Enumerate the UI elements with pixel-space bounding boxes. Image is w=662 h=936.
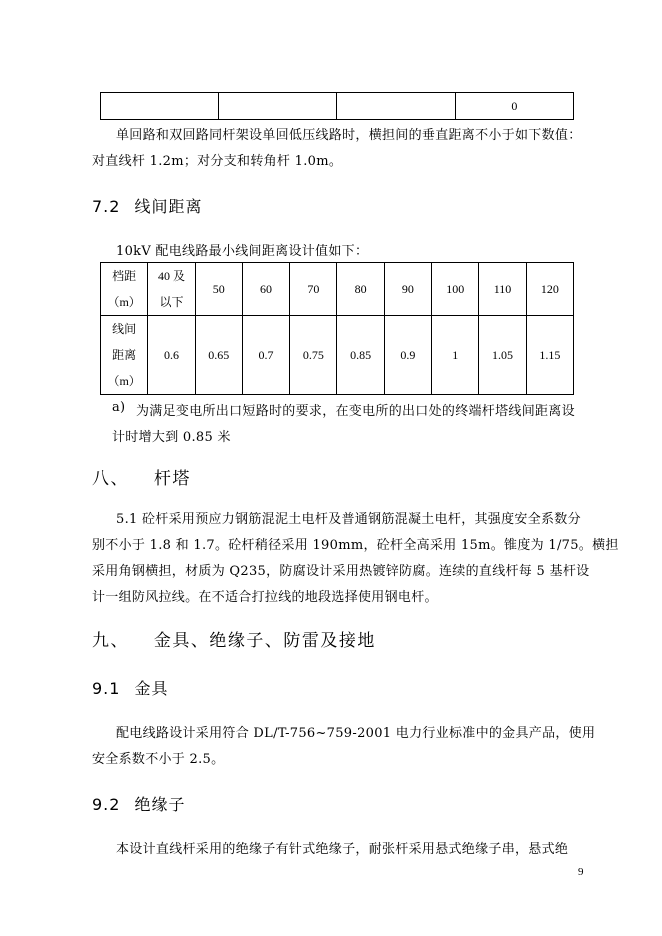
distance-cell: 0.85 [337, 316, 384, 395]
page-number: 9 [578, 866, 584, 878]
section-heading-9 [92, 626, 376, 651]
row-label-line: 距离 [112, 348, 137, 362]
paragraph-line: 安全系数不小于 2.5。 [92, 752, 225, 767]
section-number: 9.2 [92, 795, 121, 814]
line-spacing-table [100, 262, 574, 395]
section-heading-7-2 [92, 194, 203, 217]
distance-cell: 0.6 [148, 316, 195, 395]
table-caption: 10kV 配电线路最小线间距离设计值如下： [116, 244, 369, 259]
section-number: 9.1 [92, 679, 121, 698]
span-cell: 50 [195, 263, 242, 316]
row-label-line: （m） [107, 295, 141, 309]
distance-cell: 1.05 [479, 316, 526, 395]
distance-cell: 0.7 [242, 316, 289, 395]
note-a-marker: a) [112, 400, 126, 415]
span-value: 40 及 [157, 269, 185, 283]
note-a-line1: 为满足变电所出口短路时的要求，在变电所的出口处的终端杆塔线间距离设 [136, 404, 575, 419]
section-title: 金具 [134, 679, 169, 698]
top-table-cell [219, 93, 337, 120]
paragraph-line: 配电线路设计采用符合 DL/T-756~759-2001 电力行业标准中的金具产品，使用 [116, 726, 596, 741]
distance-cell: 1 [432, 316, 479, 395]
span-cell: 120 [526, 263, 573, 316]
section-title: 线间距离 [134, 197, 203, 216]
section-number: 九、 [92, 631, 129, 651]
span-value: 以下 [159, 295, 184, 309]
section-title: 金具、绝缘子、防雷及接地 [153, 631, 376, 651]
note-a-line2: 计时增大到 0.85 米 [112, 430, 231, 445]
span-cell: 70 [290, 263, 337, 316]
span-cell: 60 [242, 263, 289, 316]
span-cell: 90 [384, 263, 431, 316]
top-table-cell [101, 93, 219, 120]
table-row-header [101, 263, 148, 316]
section-title: 绝缘子 [134, 795, 186, 814]
section-title: 杆塔 [153, 469, 191, 489]
top-table [100, 92, 574, 120]
section-number: 7.2 [92, 197, 121, 216]
paragraph-line: 计一组防风拉线。在不适合打拉线的地段选择使用钢电杆。 [92, 590, 438, 605]
paragraph-vertical-distance-values: 对直线杆 1.2m；对分支和转角杆 1.0m。 [92, 154, 343, 169]
table-row-header [101, 316, 148, 395]
top-table-cell: 0 [455, 93, 573, 120]
distance-cell: 0.9 [384, 316, 431, 395]
section-number: 八、 [92, 469, 129, 489]
section-heading-9-1 [92, 676, 169, 699]
paragraph-line: 采用角钢横担，材质为 Q235，防腐设计采用热镀锌防腐。连续的直线杆每 5 基杆设 [92, 564, 590, 579]
top-table-cell [337, 93, 455, 120]
span-cell: 80 [337, 263, 384, 316]
section-heading-9-2 [92, 792, 186, 815]
paragraph-vertical-distance: 单回路和双回路同杆架设单回低压线路时，横担间的垂直距离不小于如下数值： [116, 128, 582, 143]
paragraph-line: 本设计直线杆采用的绝缘子有针式绝缘子，耐张杆采用悬式绝缘子串，悬式绝 [116, 842, 569, 857]
section-heading-8 [92, 464, 191, 489]
span-cell [148, 263, 195, 316]
span-cell: 100 [432, 263, 479, 316]
span-cell: 110 [479, 263, 526, 316]
distance-cell: 1.15 [526, 316, 573, 395]
paragraph-line: 5.1 砼杆采用预应力钢筋混泥土电杆及普通钢筋混凝土电杆，其强度安全系数分 [116, 512, 581, 527]
distance-cell: 0.75 [290, 316, 337, 395]
row-label-line: 线间 [112, 322, 137, 336]
row-label-line: 档距 [112, 269, 137, 283]
row-label-line: （m） [107, 374, 141, 388]
paragraph-line: 别不小于 1.8 和 1.7。砼杆稍径采用 190mm，砼杆全高采用 15m。锥度为 1/75。横担 [92, 538, 619, 553]
distance-cell: 0.65 [195, 316, 242, 395]
